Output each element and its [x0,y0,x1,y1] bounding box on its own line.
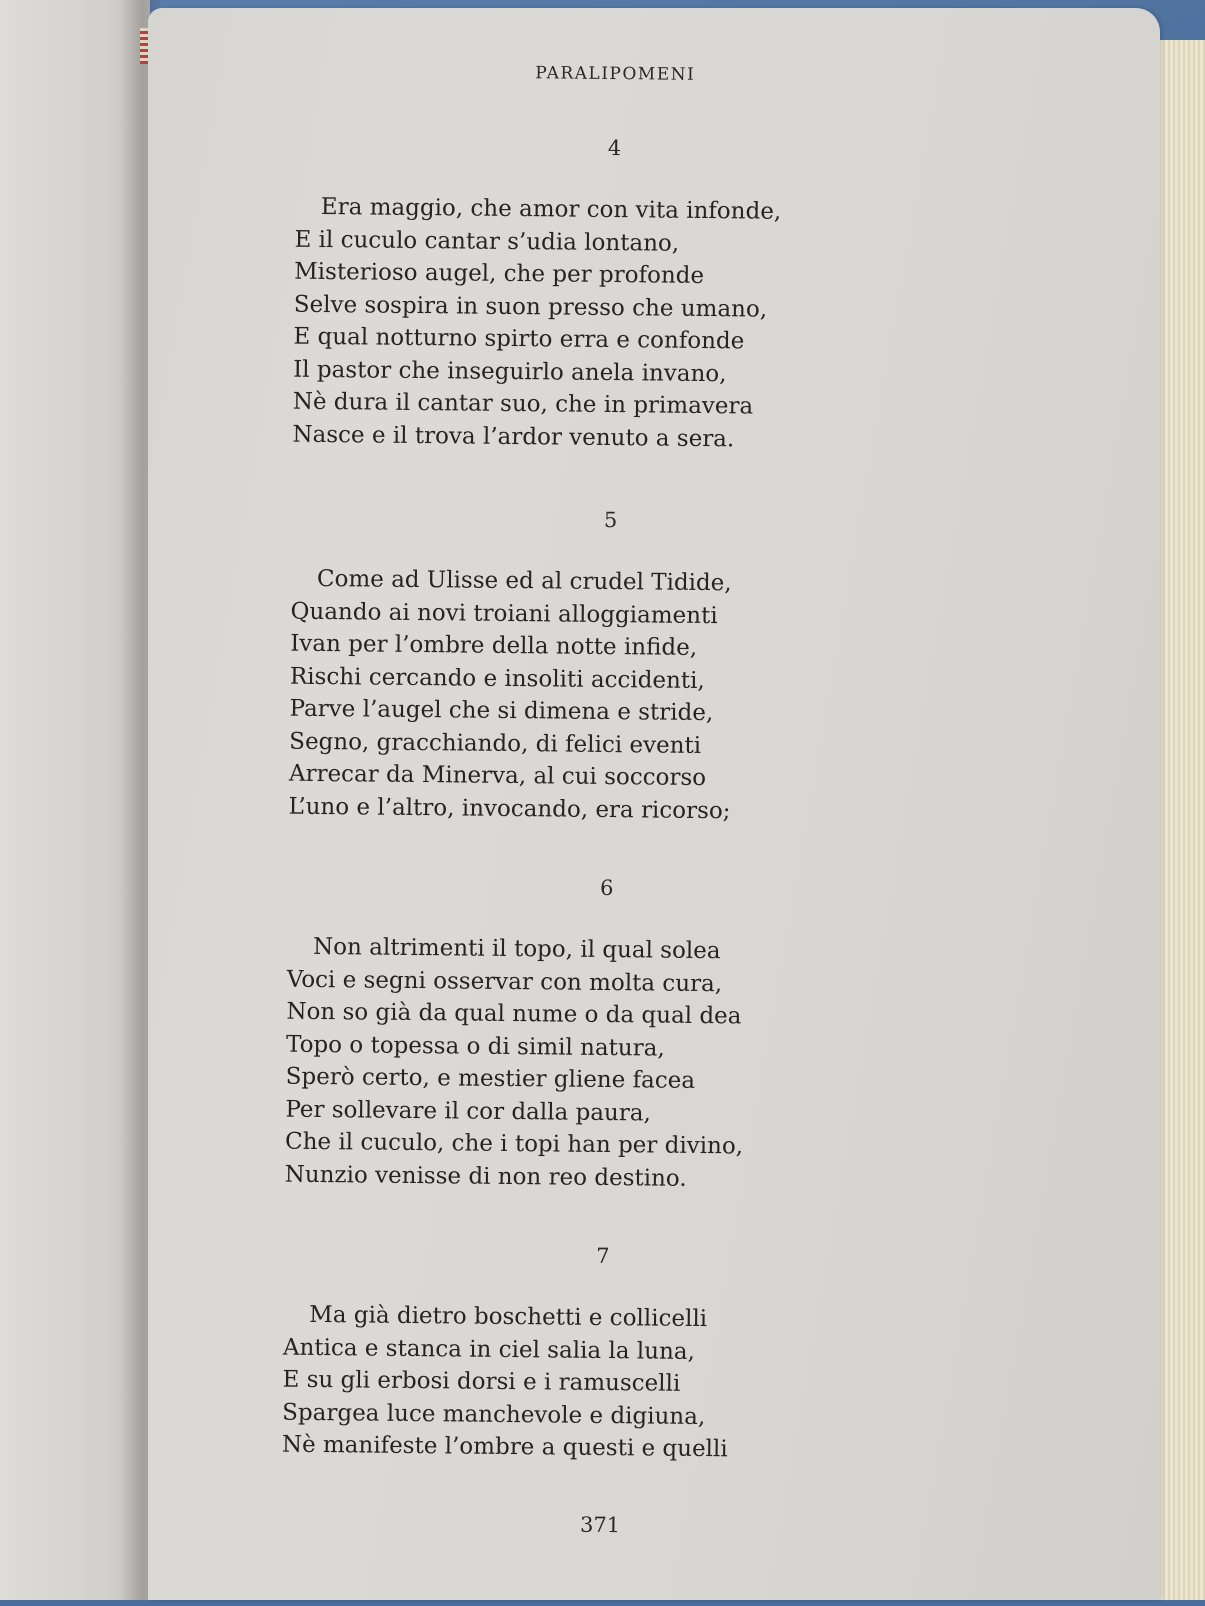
verse-line: Spargea luce manchevole e digiuna, [282,1399,706,1430]
verse-line: Misterioso augel, che per profonde [294,258,705,289]
stanza-number: 7 [596,1243,610,1269]
verse-line: Nè dura il cantar suo, che in primavera [292,388,754,420]
verse-line: E il cuculo cantar s’udia lontano, [294,226,680,257]
page-number: 371 [579,1512,621,1538]
stanza-number: 6 [599,875,614,901]
verse-line: Arrecar da Minerva, al cui soccorso [288,760,707,792]
page-content [139,3,1168,1606]
running-head: PARALIPOMENI [535,63,696,85]
verse-line: E qual notturno spirto erra e confonde [293,323,745,355]
book-page [148,8,1160,1600]
verse-line: Ma già dietro boschetti e collicelli [309,1301,708,1333]
verse-line: E su gli erbosi dorsi e i ramuscelli [282,1366,681,1397]
stanza [285,931,928,1198]
stanza-number: 5 [603,507,618,533]
verse-line: Non so già da qual nume o da qual dea [286,998,742,1030]
verse-line: Che il cuculo, che i topi han per divino, [284,1128,744,1160]
verse-line: Non altrimenti il topo, il qual solea [312,933,721,965]
verse-line: Rischi cercando e insoliti accidenti, [289,663,705,694]
verse-line: Segno, gracchiando, di felici eventi [289,728,702,759]
verse-line: Nasce e il trova l’ardor venuto a sera. [292,421,735,452]
verse-line: Era maggio, che amor con vita infonde, [320,193,782,225]
verse-line: Quando ai novi troiani alloggiamenti [290,598,718,629]
verse-line: Il pastor che inseguirlo anela invano, [293,356,727,387]
stanza [282,1299,924,1468]
verse-line: Nunzio venisse di non reo destino. [284,1161,687,1192]
verse-line: Per sollevare il cor dalla paura, [285,1096,651,1126]
verse-line: Voci e segni osservar con molta cura, [286,966,723,997]
stanza [288,563,931,830]
verse-line: Sperò certo, e mestier gliene facea [285,1063,696,1094]
verse-line: L’uno e l’altro, invocando, era ricorso; [288,793,731,824]
verse-line: Come ad Ulisse ed al crudel Tidide, [316,565,732,597]
stanza [292,191,935,458]
verse-line: Nè manifeste l’ombre a questi e quelli [281,1431,728,1463]
stanza-number: 4 [607,135,622,161]
verse-line: Selve sospira in suon presso che umano, [293,291,768,323]
verse-line: Topo o topessa o di simil natura, [285,1031,665,1062]
verse-line: Ivan per l’ombre della notte infide, [290,630,698,661]
verse-line: Antica e stanca in ciel salia la luna, [282,1334,695,1365]
verse-line: Parve l’augel che si dimena e stride, [289,695,714,727]
